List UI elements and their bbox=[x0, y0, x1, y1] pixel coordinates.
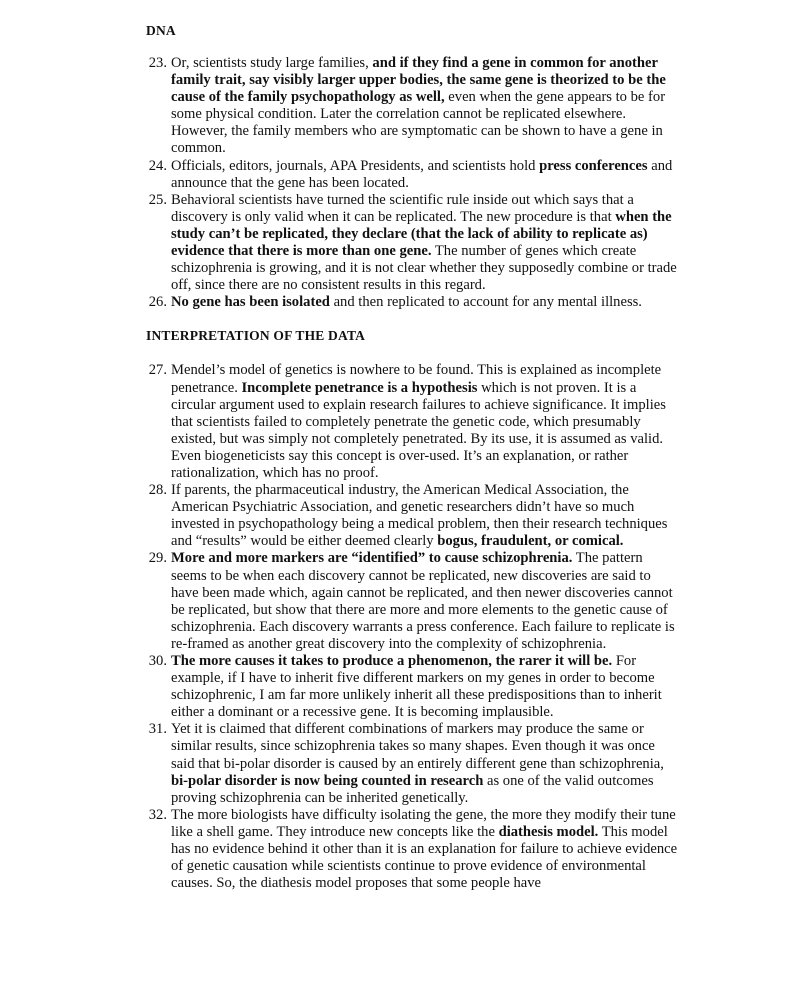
list-item-number: 31 . bbox=[146, 721, 167, 738]
list-item bbox=[146, 482, 681, 550]
emphasis-text: diathesis model. bbox=[498, 823, 599, 840]
numbered-list-interpretation bbox=[146, 362, 681, 892]
plain-text: If parents, the pharmaceutical industry, the American Medical Association, the American Psychiatric Association, and genetic researchers didn’t have so much invested in psychopathology being a medical problem, then their research techniques and “results” would be either deemed clearly bbox=[171, 482, 668, 550]
list-item-text bbox=[171, 550, 681, 653]
emphasis-text: More and more markers are “identified” to cause schizophrenia. bbox=[171, 550, 573, 567]
emphasis-text: bogus, fraudulent, or comical. bbox=[437, 533, 624, 550]
emphasis-text: The more causes it takes to produce a phenomenon, the rarer it will be. bbox=[171, 653, 613, 669]
list-item-number: 25 . bbox=[146, 192, 167, 209]
emphasis-text: when the study can’t be replicated, they declare (that the lack of ability to replicate as) evidence that there is more than one gene. bbox=[171, 208, 672, 260]
list-item bbox=[146, 550, 681, 653]
plain-text: The more biologists have difficulty isolating the gene, the more they modify their tune like a shell game. They introduce new concepts like the bbox=[171, 806, 676, 840]
plain-text: Or, scientists study large families, bbox=[171, 55, 373, 71]
plain-text: This model has no evidence behind it other than it is an explanation for failure to achieve evidence of genetic causation while scientists continue to prove evidence of environmental causes. So, the diathesis model proposes that some people have bbox=[171, 823, 678, 892]
emphasis-text: press conferences bbox=[539, 157, 648, 174]
plain-text: as one of the valid outcomes proving schizophrenia can be inherited genetically. bbox=[171, 772, 654, 806]
list-item bbox=[146, 55, 681, 158]
list-item-number: 32 . bbox=[146, 807, 167, 824]
list-item-number: 28 . bbox=[146, 482, 167, 499]
list-item-number: 26 . bbox=[146, 294, 167, 311]
list-item-text bbox=[171, 294, 681, 311]
plain-text: Behavioral scientists have turned the scientific rule inside out which says that a discovery is only valid when it can be replicated. The new procedure is that bbox=[171, 191, 634, 225]
list-item-text bbox=[171, 482, 681, 550]
plain-text: Mendel’s model of genetics is nowhere to be found. This is explained as incomplete penetrance. bbox=[171, 362, 662, 396]
list-item-number: 30 . bbox=[146, 653, 167, 670]
emphasis-text: bi-polar disorder is now being counted in research bbox=[171, 772, 484, 789]
list-item bbox=[146, 294, 681, 311]
plain-text: and then replicated to account for any mental illness. bbox=[329, 294, 642, 311]
plain-text: Yet it is claimed that different combinations of markers may produce the same or similar results, since schizophrenia takes so many shapes. Even though it was once said that bi-polar disorder is caused by an entirely different gene than schizophrenia, bbox=[171, 721, 664, 772]
list-item-text bbox=[171, 362, 681, 482]
plain-text: The number of genes which create schizophrenia is growing, and it is not clear whether they supposedly combine or trade off, since there are no consistent results in this regard. bbox=[171, 243, 677, 294]
list-item-text bbox=[171, 653, 681, 721]
list-item-text bbox=[171, 807, 681, 892]
list-item-number: 24 . bbox=[146, 158, 167, 175]
plain-text: which is not proven. It is a circular argument used to explain research failures to achieve significance. It implies that scientists failed to completely penetrate the genetic code, which presumably existed, but was simply not completely penetrated. By its use, it is assumed as valid. Even biogeneticists say this concept is over-used. It’s an explanation, or rather rationalization, which has no proof. bbox=[171, 379, 666, 481]
list-item-text bbox=[171, 721, 681, 806]
list-item-number: 23 . bbox=[146, 55, 167, 72]
list-item bbox=[146, 158, 681, 192]
plain-text: even when the gene appears to be for some physical condition. Later the correlation cannot be replicated elsewhere. However, the family members who are symptomatic can be shown to have a gene in common. bbox=[171, 89, 666, 157]
list-item bbox=[146, 807, 681, 892]
list-item bbox=[146, 192, 681, 295]
list-item bbox=[146, 362, 681, 482]
list-item-text bbox=[171, 192, 681, 295]
emphasis-text: No gene has been isolated bbox=[171, 294, 330, 311]
list-item bbox=[146, 653, 681, 721]
plain-text: The pattern seems to be when each discovery cannot be replicated, new discoveries are said to have been made which, again cannot be replicated, and then newer discoveries cannot be replicated, but show that there are more and more elements to the genetic cause of schizophrenia. Each discovery warrants a press conference. Each failure to replicate is re-framed as another great discovery into the complexity of schizophrenia. bbox=[171, 550, 675, 652]
numbered-list-dna bbox=[146, 55, 681, 311]
section-heading-interpretation: INTERPRETATION OF THE DATA bbox=[146, 328, 366, 344]
emphasis-text: Incomplete penetrance is a hypothesis bbox=[241, 379, 478, 396]
list-item-number: 29 . bbox=[146, 550, 167, 567]
list-item-text bbox=[171, 55, 681, 158]
section-heading-dna: DNA bbox=[146, 23, 176, 38]
list-item-number: 27 . bbox=[146, 362, 167, 379]
list-item-text bbox=[171, 158, 681, 192]
plain-text: For example, if I have to inherit five different markers on my genes in order to become schizophrenic, I am far more unlikely inherit all these predispositions than to inherit either a dominant or a recessive gene. It is becoming implausible. bbox=[171, 653, 662, 721]
list-item bbox=[146, 721, 681, 806]
plain-text: Officials, editors, journals, APA Presidents, and scientists hold bbox=[171, 157, 540, 174]
emphasis-text: and if they find a gene in common for another family trait, say visibly larger upper bodies, the same gene is theorized to be the cause of the family psychopathology as well, bbox=[171, 55, 666, 106]
plain-text: and announce that the gene has been located. bbox=[171, 157, 673, 191]
